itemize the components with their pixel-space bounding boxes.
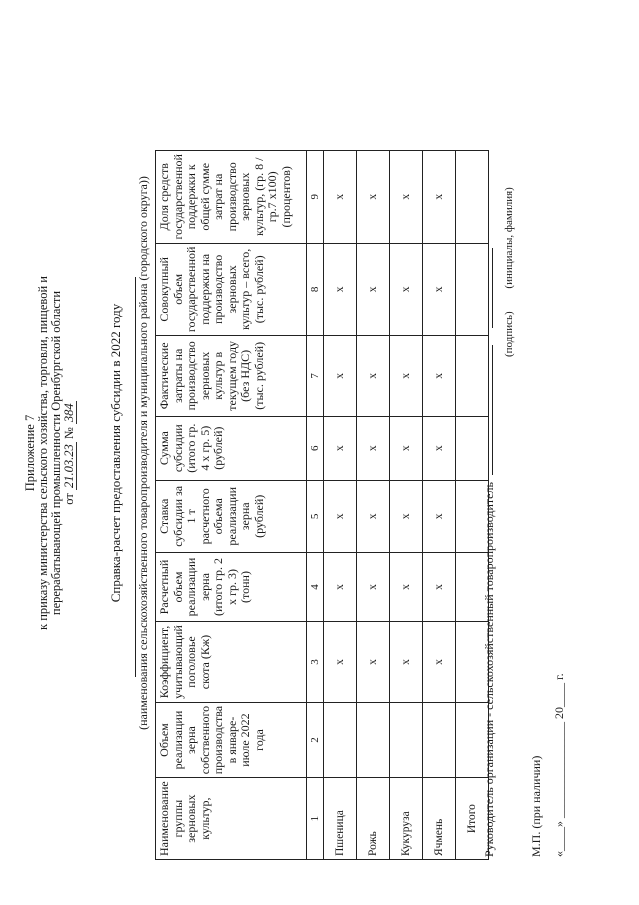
- col-header-5: Ставка субсидии за 1 т расчетного объема реализации зерна (рублей): [155, 480, 306, 552]
- signature-blank: [492, 345, 493, 475]
- appendix-line-date: [63, 23, 76, 883]
- rotated-content: [20, 23, 620, 883]
- col-header-1: Наименование группы зерновых культур,: [155, 777, 306, 859]
- col-header-2: Объем реализации зерна собственного производства в январе-июле 2022 года: [155, 702, 306, 777]
- table-cell: x: [422, 335, 455, 415]
- table-cell: x: [356, 416, 389, 480]
- table-cell: x: [422, 243, 455, 336]
- col-number: 2: [306, 702, 323, 777]
- table-cell: x: [389, 150, 422, 243]
- table-cell: x: [422, 150, 455, 243]
- table-cell: x: [356, 150, 389, 243]
- table-cell: x: [323, 243, 356, 336]
- table-cell: x: [389, 335, 422, 415]
- date-prefix: от: [61, 492, 76, 505]
- initials-caption: (инициалы, фамилия): [502, 186, 515, 289]
- table-cell: x: [389, 243, 422, 336]
- table-cell: x: [389, 416, 422, 480]
- signature-line: [482, 97, 497, 857]
- appendix-title: Приложение 7: [22, 414, 37, 491]
- table-cell: x: [422, 621, 455, 702]
- table-row-barley: [422, 150, 455, 859]
- appendix-header: [24, 23, 76, 883]
- table-cell: x: [389, 480, 422, 552]
- appendix-line-ministry: перерабатывающей промышленности Оренбургской области: [48, 290, 63, 615]
- date-open-quote: «: [551, 850, 566, 857]
- crop-name: Пшеница: [323, 777, 356, 859]
- document-title: Справка-расчет предоставления субсидии в 2022 году: [107, 303, 123, 602]
- table-row-corn: [389, 150, 422, 859]
- table-cell: x: [323, 416, 356, 480]
- col-number: 4: [306, 552, 323, 621]
- appendix-line-order: к приказу министерства сельского хозяйства, торговли, пищевой и: [35, 275, 50, 630]
- name-caption: (наименования сельскохозяйственного товаропроизводителя и муниципального района (городского округа)): [135, 175, 150, 730]
- number-prefix: №: [61, 426, 76, 439]
- table-cell: x: [389, 552, 422, 621]
- table-cell: x: [389, 621, 422, 702]
- col-number: 9: [306, 150, 323, 243]
- header-row: [155, 150, 306, 859]
- col-header-8: Совокупный объем государственной поддержки на производство зерновых культур – всего, (тыс. рублей): [155, 243, 306, 336]
- col-header-4: Расчетный объем реализации зерна (итого гр. 2 x гр. 3) (тонн): [155, 552, 306, 621]
- table-cell: [356, 702, 389, 777]
- total-label: Итого: [455, 777, 488, 859]
- table-cell: x: [356, 480, 389, 552]
- table-cell: x: [323, 621, 356, 702]
- crop-name: Рожь: [356, 777, 389, 859]
- table-cell: [323, 702, 356, 777]
- stamp-label: М.П. (при наличии): [528, 755, 543, 857]
- date-year-prefix: 20: [551, 706, 566, 719]
- table-cell: x: [323, 480, 356, 552]
- sign-caption: (подпись): [502, 310, 515, 357]
- table-cell: [422, 702, 455, 777]
- handwritten-number: 384: [61, 402, 76, 422]
- col-number: 6: [306, 416, 323, 480]
- table-row-wheat: [323, 150, 356, 859]
- signature-captions: [503, 167, 515, 357]
- subsidy-table: [155, 150, 489, 860]
- table-cell: x: [323, 150, 356, 243]
- table-cell: x: [356, 552, 389, 621]
- col-header-7: Фактические затраты на производство зерновых культур в текущем году (без НДС) (тыс. рублей): [155, 335, 306, 415]
- table-cell: x: [323, 335, 356, 415]
- crop-name: Ячмень: [422, 777, 455, 859]
- table-cell: x: [422, 480, 455, 552]
- table-cell: x: [422, 416, 455, 480]
- date-year-suffix: г.: [551, 672, 566, 680]
- handwritten-date: 21.03.23: [61, 443, 76, 488]
- initials-blank: [492, 248, 493, 328]
- table-cell: x: [356, 243, 389, 336]
- table-cell: x: [356, 621, 389, 702]
- table-row-rye: [356, 150, 389, 859]
- col-number: 7: [306, 335, 323, 415]
- crop-name: Кукуруза: [389, 777, 422, 859]
- col-number: 3: [306, 621, 323, 702]
- table-cell: [389, 702, 422, 777]
- col-number: 5: [306, 480, 323, 552]
- table-cell: x: [323, 552, 356, 621]
- col-header-6: Сумма субсидии (итого гр. 4 x гр. 5) (рублей): [155, 416, 306, 480]
- date-line: «____» ________________ 20____ г.: [551, 672, 566, 857]
- table-cell: x: [356, 335, 389, 415]
- col-header-3: Коэффициент, учитывающий поголовье скота (Кж): [155, 621, 306, 702]
- table-cell: x: [422, 552, 455, 621]
- signature-label: Руководитель организации - сельскохозяйственный товаропроизводитель: [481, 481, 496, 857]
- date-close-quote: »: [551, 820, 566, 827]
- col-number: 8: [306, 243, 323, 336]
- col-header-9: Доля средств государственной поддержки к общей сумме затрат на производство зерновых культур, (гр. 8 / гр.7 x100) (процентов): [155, 150, 306, 243]
- col-number: 1: [306, 777, 323, 859]
- column-numbers-row: [306, 150, 323, 859]
